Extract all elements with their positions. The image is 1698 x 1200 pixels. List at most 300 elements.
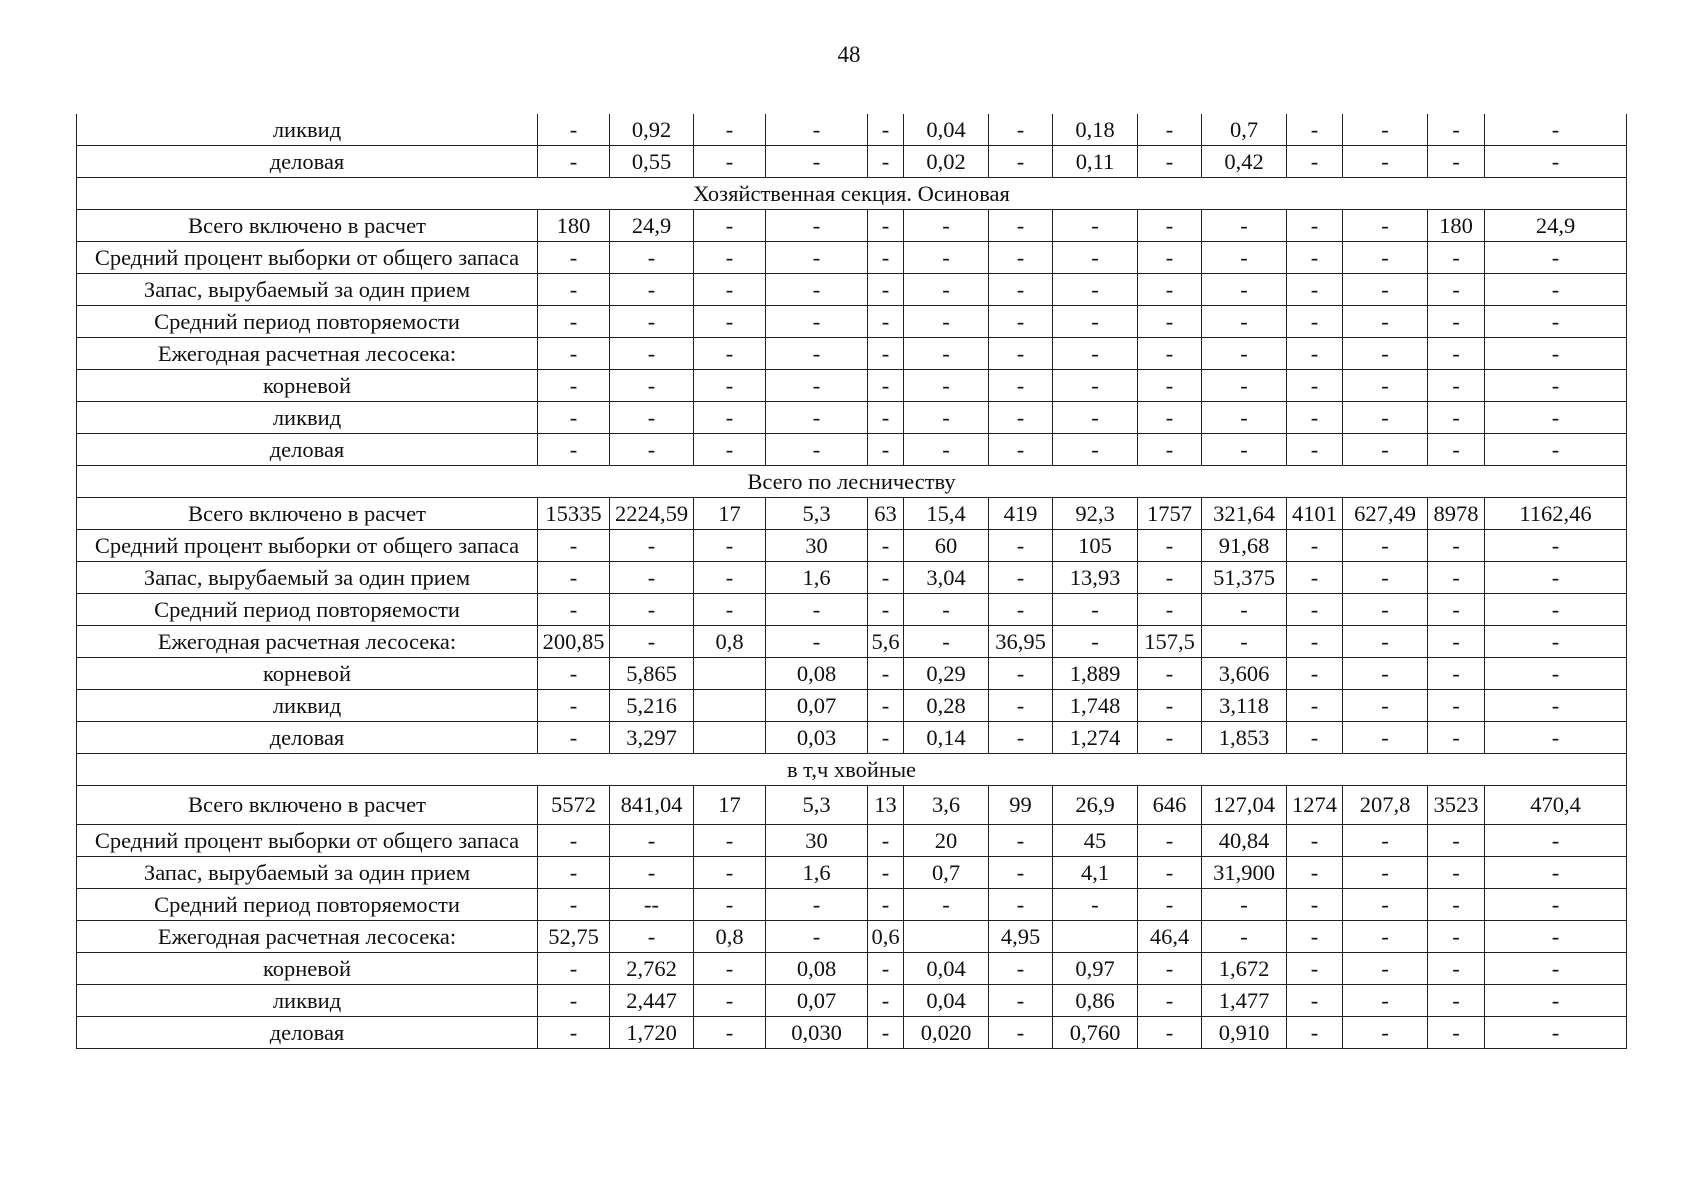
table-cell: -: [1138, 210, 1202, 242]
section-header-row: [77, 466, 1627, 498]
table-cell: -: [989, 889, 1053, 921]
table-row: [77, 242, 1627, 274]
table-cell: -: [538, 338, 610, 370]
table-cell: -: [1343, 210, 1428, 242]
table-cell: -: [904, 306, 989, 338]
table-cell: -: [868, 114, 904, 146]
table-cell: 2224,59: [610, 498, 694, 530]
row-label: Запас, вырубаемый за один прием: [77, 274, 538, 306]
table-cell: 180: [538, 210, 610, 242]
table-cell: -: [610, 434, 694, 466]
table-cell: -: [1428, 889, 1485, 921]
table-cell: -: [538, 825, 610, 857]
table-cell: -: [1343, 889, 1428, 921]
table-cell: -: [868, 825, 904, 857]
table-cell: -: [1428, 242, 1485, 274]
table-cell: -: [694, 889, 766, 921]
table-cell: -: [766, 921, 868, 953]
table-cell: 24,9: [1485, 210, 1627, 242]
table-cell: -: [989, 242, 1053, 274]
table-cell: -: [989, 434, 1053, 466]
table-cell: -: [766, 402, 868, 434]
table-cell: -: [989, 825, 1053, 857]
table-row: [77, 402, 1627, 434]
table-cell: 0,14: [904, 722, 989, 754]
table-cell: -: [1343, 658, 1428, 690]
table-cell: -: [1287, 242, 1343, 274]
table-cell: -: [868, 242, 904, 274]
table-cell: -: [1202, 594, 1287, 626]
table-cell: -: [868, 274, 904, 306]
table-cell: -: [1138, 594, 1202, 626]
table-cell: -: [1428, 530, 1485, 562]
row-label: деловая: [77, 146, 538, 178]
table-cell: -: [766, 370, 868, 402]
section-title: Хозяйственная секция. Осиновая: [77, 178, 1627, 210]
table-cell: -: [1138, 889, 1202, 921]
table-cell: -: [610, 825, 694, 857]
table-cell: -: [1428, 338, 1485, 370]
table-cell: -: [538, 690, 610, 722]
table-cell: -: [1287, 370, 1343, 402]
table-cell: 646: [1138, 786, 1202, 825]
table-cell: 3,118: [1202, 690, 1287, 722]
table-cell: -: [1287, 1017, 1343, 1049]
table-row: [77, 1017, 1627, 1049]
table-cell: -: [989, 658, 1053, 690]
table-cell: -: [1053, 370, 1138, 402]
row-label: ликвид: [77, 114, 538, 146]
table-cell: -: [1138, 114, 1202, 146]
table-cell: 0,910: [1202, 1017, 1287, 1049]
table-cell: -: [868, 889, 904, 921]
table-cell: -: [1202, 402, 1287, 434]
table-cell: -: [1138, 338, 1202, 370]
table-cell: -: [610, 338, 694, 370]
table-row: [77, 434, 1627, 466]
table-cell: -: [989, 594, 1053, 626]
table-cell: -: [1287, 626, 1343, 658]
table-cell: -: [1485, 594, 1627, 626]
table-cell: -: [1138, 306, 1202, 338]
table-cell: -: [1485, 690, 1627, 722]
table-cell: 63: [868, 498, 904, 530]
table-cell: -: [1287, 658, 1343, 690]
row-label: ликвид: [77, 985, 538, 1017]
table-cell: -: [989, 146, 1053, 178]
table-cell: -: [694, 985, 766, 1017]
table-cell: [904, 921, 989, 953]
table-cell: -: [694, 338, 766, 370]
table-cell: -: [1343, 953, 1428, 985]
table-cell: -: [1343, 146, 1428, 178]
table-cell: 1,6: [766, 857, 868, 889]
table-cell: -: [1428, 114, 1485, 146]
table-cell: -: [989, 114, 1053, 146]
table-cell: -: [766, 114, 868, 146]
row-label: деловая: [77, 722, 538, 754]
table-cell: 207,8: [1343, 786, 1428, 825]
table-cell: -: [1485, 434, 1627, 466]
table-cell: -: [1428, 1017, 1485, 1049]
table-cell: -: [1138, 274, 1202, 306]
table-cell: -: [610, 626, 694, 658]
table-cell: -: [1053, 338, 1138, 370]
table-cell: 92,3: [1053, 498, 1138, 530]
table-cell: -: [538, 242, 610, 274]
table-cell: -: [1202, 210, 1287, 242]
table-cell: -: [989, 562, 1053, 594]
table-cell: -: [694, 857, 766, 889]
table-cell: -: [1485, 370, 1627, 402]
table-row: [77, 146, 1627, 178]
table-cell: -: [1053, 242, 1138, 274]
table-cell: -: [989, 690, 1053, 722]
table-cell: 0,8: [694, 626, 766, 658]
table-cell: -: [989, 1017, 1053, 1049]
table-cell: 419: [989, 498, 1053, 530]
table-cell: -: [766, 626, 868, 658]
table-cell: 0,97: [1053, 953, 1138, 985]
table-cell: -: [1053, 402, 1138, 434]
table-cell: -: [1343, 114, 1428, 146]
table-cell: 4,1: [1053, 857, 1138, 889]
table-cell: 0,04: [904, 114, 989, 146]
table-cell: 5,216: [610, 690, 694, 722]
table-cell: 0,760: [1053, 1017, 1138, 1049]
table-cell: -: [1485, 921, 1627, 953]
table-cell: -: [868, 953, 904, 985]
table-cell: -: [1343, 690, 1428, 722]
table-cell: -: [1343, 1017, 1428, 1049]
table-cell: -: [904, 338, 989, 370]
table-row: [77, 953, 1627, 985]
table-cell: -: [1428, 626, 1485, 658]
table-cell: -: [538, 306, 610, 338]
row-label: ликвид: [77, 402, 538, 434]
table-cell: 1,748: [1053, 690, 1138, 722]
row-label: Средний период повторяемости: [77, 594, 538, 626]
table-cell: -: [1485, 889, 1627, 921]
forest-cutting-table: [76, 114, 1627, 1049]
table-cell: 52,75: [538, 921, 610, 953]
table-cell: -: [1138, 658, 1202, 690]
table-row: [77, 626, 1627, 658]
table-cell: -: [766, 242, 868, 274]
table-cell: 0,020: [904, 1017, 989, 1049]
table-row: [77, 114, 1627, 146]
table-cell: 36,95: [989, 626, 1053, 658]
table-cell: -: [694, 306, 766, 338]
table-cell: 26,9: [1053, 786, 1138, 825]
table-cell: -: [610, 242, 694, 274]
table-cell: -: [538, 434, 610, 466]
table-cell: -: [1287, 594, 1343, 626]
table-cell: -: [904, 626, 989, 658]
table-cell: -: [1343, 825, 1428, 857]
table-cell: -: [538, 562, 610, 594]
table-cell: -: [989, 402, 1053, 434]
table-cell: -: [1287, 146, 1343, 178]
table-cell: -: [1202, 434, 1287, 466]
table-cell: -: [538, 594, 610, 626]
row-label: Средний процент выборки от общего запаса: [77, 242, 538, 274]
table-cell: 0,6: [868, 921, 904, 953]
table-cell: -: [538, 274, 610, 306]
table-cell: -: [1138, 857, 1202, 889]
table-cell: -: [1428, 857, 1485, 889]
table-cell: -: [1287, 274, 1343, 306]
table-cell: -: [904, 402, 989, 434]
section-title: в т,ч хвойные: [77, 754, 1627, 786]
table-cell: 2,762: [610, 953, 694, 985]
table-cell: 30: [766, 530, 868, 562]
table-cell: -: [1287, 114, 1343, 146]
table-cell: -: [1138, 370, 1202, 402]
table-cell: [1053, 921, 1138, 953]
table-cell: 20: [904, 825, 989, 857]
table-cell: 5,6: [868, 626, 904, 658]
section-header-row: [77, 178, 1627, 210]
table-row: [77, 857, 1627, 889]
table-cell: -: [1202, 370, 1287, 402]
table-cell: -: [538, 402, 610, 434]
table-cell: 841,04: [610, 786, 694, 825]
table-cell: -: [904, 434, 989, 466]
table-cell: -: [1343, 274, 1428, 306]
table-cell: -: [1485, 338, 1627, 370]
table-cell: -: [1485, 274, 1627, 306]
forest-cutting-table-container: [76, 114, 1626, 1049]
table-cell: -: [1138, 530, 1202, 562]
table-cell: -: [766, 338, 868, 370]
table-cell: -: [1485, 857, 1627, 889]
table-cell: 105: [1053, 530, 1138, 562]
table-cell: 5,865: [610, 658, 694, 690]
table-cell: -: [904, 210, 989, 242]
table-cell: -: [868, 1017, 904, 1049]
table-cell: -: [1287, 530, 1343, 562]
table-cell: 46,4: [1138, 921, 1202, 953]
table-cell: 321,64: [1202, 498, 1287, 530]
table-row: [77, 210, 1627, 242]
table-cell: -: [1287, 690, 1343, 722]
row-label: Средний период повторяемости: [77, 889, 538, 921]
table-cell: -: [868, 434, 904, 466]
table-cell: -: [868, 985, 904, 1017]
table-cell: -: [1485, 530, 1627, 562]
table-cell: 13,93: [1053, 562, 1138, 594]
table-cell: -: [904, 242, 989, 274]
table-cell: -: [1287, 921, 1343, 953]
table-cell: -: [1138, 690, 1202, 722]
table-cell: -: [1202, 626, 1287, 658]
table-cell: 0,11: [1053, 146, 1138, 178]
table-cell: -: [1485, 626, 1627, 658]
table-cell: -: [1287, 210, 1343, 242]
table-cell: -: [1287, 338, 1343, 370]
table-cell: -: [694, 210, 766, 242]
table-cell: -: [1287, 825, 1343, 857]
table-cell: -: [1343, 722, 1428, 754]
table-cell: 60: [904, 530, 989, 562]
table-cell: -: [766, 146, 868, 178]
page-number: 48: [837, 42, 861, 67]
table-cell: -: [1485, 825, 1627, 857]
table-cell: 5,3: [766, 786, 868, 825]
table-cell: -: [766, 889, 868, 921]
table-cell: -: [1287, 306, 1343, 338]
table-cell: -: [1202, 889, 1287, 921]
table-cell: -: [1428, 274, 1485, 306]
table-cell: -: [1485, 658, 1627, 690]
table-cell: 3,04: [904, 562, 989, 594]
table-cell: 0,28: [904, 690, 989, 722]
table-cell: 1,6: [766, 562, 868, 594]
section-header-row: [77, 754, 1627, 786]
table-row: [77, 921, 1627, 953]
table-cell: -: [1485, 562, 1627, 594]
table-cell: 99: [989, 786, 1053, 825]
table-cell: -: [1202, 274, 1287, 306]
row-label: деловая: [77, 434, 538, 466]
row-label: Средний процент выборки от общего запаса: [77, 825, 538, 857]
table-cell: -: [868, 658, 904, 690]
table-cell: -: [1428, 825, 1485, 857]
table-cell: -: [1485, 306, 1627, 338]
table-cell: -: [610, 274, 694, 306]
table-cell: 0,86: [1053, 985, 1138, 1017]
table-cell: -: [1343, 594, 1428, 626]
table-cell: -: [1428, 985, 1485, 1017]
table-cell: -: [694, 1017, 766, 1049]
table-cell: -: [1287, 402, 1343, 434]
table-cell: -: [904, 889, 989, 921]
row-label: Запас, вырубаемый за один прием: [77, 857, 538, 889]
table-cell: -: [1287, 722, 1343, 754]
table-cell: -: [1343, 985, 1428, 1017]
table-cell: -: [694, 274, 766, 306]
table-cell: -: [1138, 402, 1202, 434]
table-cell: -: [1343, 857, 1428, 889]
table-cell: -: [610, 562, 694, 594]
table-cell: 0,03: [766, 722, 868, 754]
table-cell: -: [1138, 1017, 1202, 1049]
table-cell: [694, 722, 766, 754]
table-cell: -: [989, 306, 1053, 338]
table-cell: 91,68: [1202, 530, 1287, 562]
table-cell: -: [1138, 825, 1202, 857]
table-cell: -: [694, 370, 766, 402]
table-cell: -: [1138, 985, 1202, 1017]
table-cell: -: [868, 562, 904, 594]
table-row: [77, 594, 1627, 626]
table-row: [77, 370, 1627, 402]
table-cell: -: [1485, 1017, 1627, 1049]
table-row: [77, 306, 1627, 338]
table-cell: -: [1428, 594, 1485, 626]
table-cell: 0,08: [766, 658, 868, 690]
table-cell: 15,4: [904, 498, 989, 530]
table-cell: -: [694, 562, 766, 594]
table-cell: -: [766, 594, 868, 626]
table-cell: 3523: [1428, 786, 1485, 825]
row-label: Ежегодная расчетная лесосека:: [77, 921, 538, 953]
table-cell: -: [904, 274, 989, 306]
table-cell: -: [868, 210, 904, 242]
table-cell: -: [1287, 562, 1343, 594]
table-cell: 2,447: [610, 985, 694, 1017]
table-cell: 0,18: [1053, 114, 1138, 146]
table-cell: -: [766, 434, 868, 466]
table-cell: -: [868, 338, 904, 370]
table-cell: 0,02: [904, 146, 989, 178]
table-cell: -: [1053, 594, 1138, 626]
table-cell: 3,297: [610, 722, 694, 754]
table-cell: -: [1138, 434, 1202, 466]
table-cell: -: [1485, 953, 1627, 985]
table-cell: -: [1428, 921, 1485, 953]
table-cell: 1,274: [1053, 722, 1138, 754]
table-row: [77, 658, 1627, 690]
table-cell: -: [538, 146, 610, 178]
table-cell: -: [989, 274, 1053, 306]
table-cell: -: [1343, 530, 1428, 562]
row-label: корневой: [77, 370, 538, 402]
table-cell: -: [694, 594, 766, 626]
table-cell: 180: [1428, 210, 1485, 242]
table-cell: -: [989, 210, 1053, 242]
table-cell: -: [989, 722, 1053, 754]
table-cell: -: [766, 306, 868, 338]
table-cell: -: [766, 210, 868, 242]
table-cell: 127,04: [1202, 786, 1287, 825]
table-cell: 51,375: [1202, 562, 1287, 594]
table-cell: -: [989, 985, 1053, 1017]
table-row: [77, 530, 1627, 562]
table-cell: -: [538, 985, 610, 1017]
table-cell: -: [694, 953, 766, 985]
table-cell: -: [989, 953, 1053, 985]
table-cell: -: [1485, 722, 1627, 754]
table-cell: 0,42: [1202, 146, 1287, 178]
table-cell: 0,07: [766, 690, 868, 722]
table-cell: -: [1485, 146, 1627, 178]
table-row: [77, 498, 1627, 530]
table-cell: 0,29: [904, 658, 989, 690]
table-cell: -: [868, 722, 904, 754]
table-cell: -: [1343, 306, 1428, 338]
table-cell: -: [1343, 338, 1428, 370]
table-cell: -: [1428, 690, 1485, 722]
table-cell: -: [694, 530, 766, 562]
table-cell: 40,84: [1202, 825, 1287, 857]
row-label: Ежегодная расчетная лесосека:: [77, 338, 538, 370]
table-cell: -: [610, 857, 694, 889]
table-cell: -: [1343, 402, 1428, 434]
table-cell: -: [1485, 402, 1627, 434]
table-cell: 17: [694, 498, 766, 530]
table-cell: -: [538, 114, 610, 146]
table-cell: -: [1343, 626, 1428, 658]
table-cell: 0,8: [694, 921, 766, 953]
table-row: [77, 690, 1627, 722]
table-cell: -: [1287, 953, 1343, 985]
table-cell: -: [868, 402, 904, 434]
table-cell: -: [868, 146, 904, 178]
table-cell: -: [1287, 889, 1343, 921]
table-cell: -: [1138, 562, 1202, 594]
